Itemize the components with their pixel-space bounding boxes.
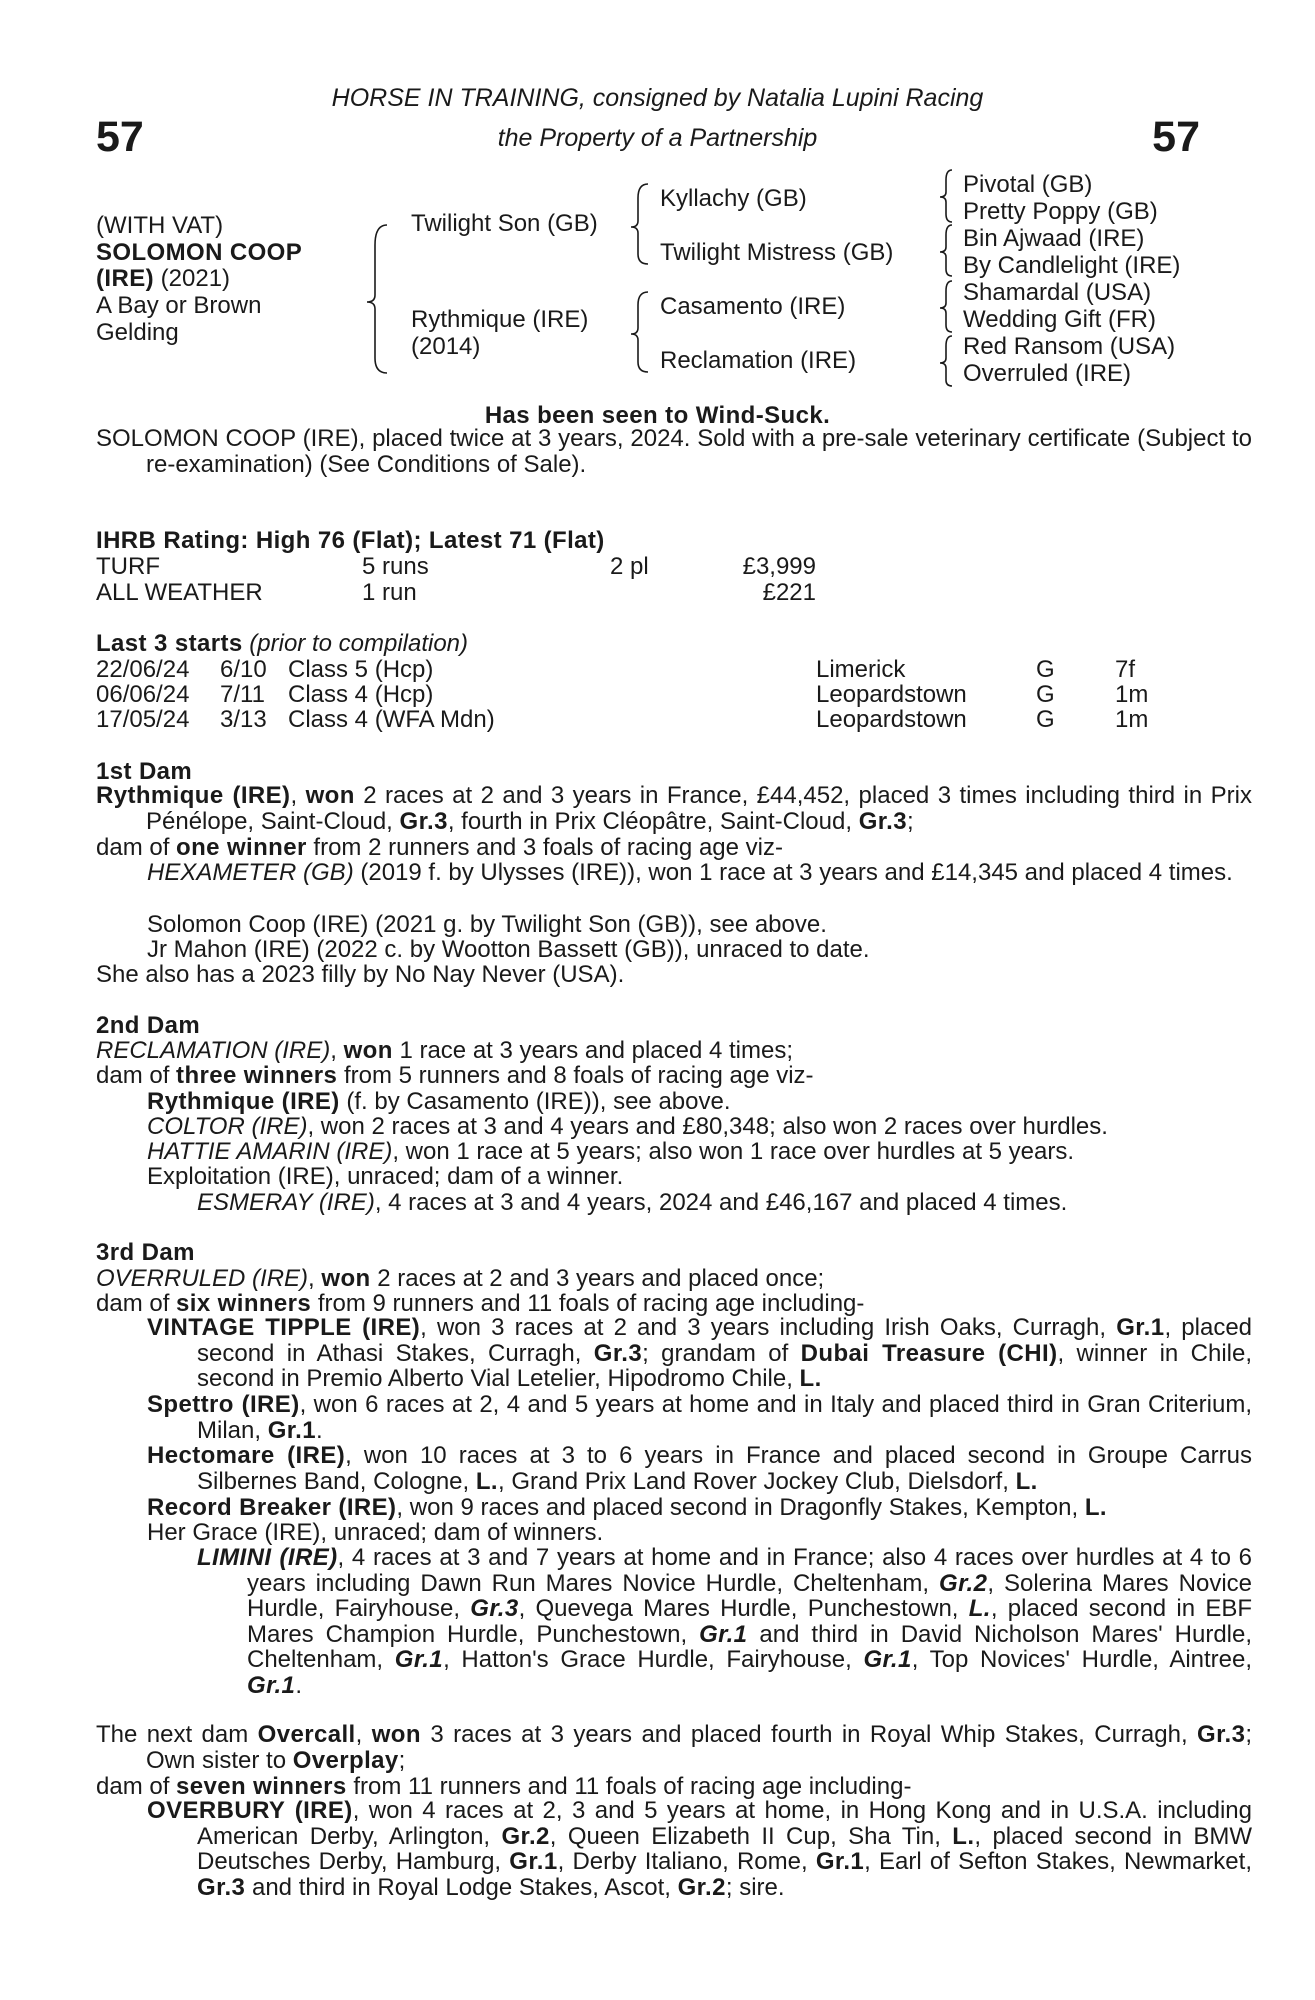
first-dam-produce-item: HEXAMETER (GB) (2019 f. by Ulysses (IRE)), won 1 race at 3 years and £14,345 and placed 4 times. [147,859,1233,886]
pedigree-dam-sire: Casamento (IRE) [660,293,846,320]
second-dam-produce-item: COLTOR (IRE), won 2 races at 3 and 4 years and £80,348; also won 2 races over hurdles. [147,1113,1108,1140]
first-dam-record: Rythmique (IRE), won 2 races at 2 and 3 years in France, £44,452, placed 3 times including third in Prix Pénélope, Saint-Cloud, Gr.3, fourth in Prix Cléopâtre, Saint-Cloud, Gr.3; [96,782,1253,835]
pedigree-gg-4: By Candlelight (IRE) [963,252,1181,279]
third-dam-produce-item: Her Grace (IRE), unraced; dam of winners. [147,1519,604,1546]
third-dam-produce-summary: dam of six winners from 9 runners and 11 foals of racing age including- [96,1290,865,1317]
horse-origin-year: (IRE) (2021) [96,265,231,292]
third-dam-produce-item: Spettro (IRE), won 6 races at 2, 4 and 5 years at home and in Italy and placed third in Gran Criterium, Milan, Gr.1. [147,1391,1252,1444]
record-runs-aw: 1 run [362,579,417,606]
pedigree-gg-5: Shamardal (USA) [963,279,1152,306]
pedigree-gg-1: Pivotal (GB) [963,171,1093,198]
lot-number-left: 57 [96,113,144,161]
start-course: Leopardstown [816,681,967,708]
start-course: Leopardstown [816,706,967,733]
pedigree-dam-year: (2014) [411,333,481,360]
second-dam-record: RECLAMATION (IRE), won 1 race at 3 years and placed 4 times; [96,1037,794,1064]
pedigree-gg-8: Overruled (IRE) [963,360,1132,387]
pedigree-dam: Rythmique (IRE) [411,306,589,333]
next-dam-produce-item: OVERBURY (IRE), won 4 races at 2, 3 and 5 years at home, in Hong Kong and in U.S.A. including American Derby, Arlington, Gr.2, Queen Elizabeth II Cup, Sha Tin, L., placed second in BMW Deutsches Derby, Hamburg, Gr.1, Derby Italiano, Rome, Gr.1, Earl of Sefton Stakes, Newmarket, Gr.3 and third in Royal Lodge Stakes, Ascot, Gr.2; sire. [147,1797,1252,1901]
start-distance: 1m [1115,706,1149,733]
horse-name: SOLOMON COOP [96,239,303,266]
start-distance: 7f [1115,656,1136,683]
start-race: Class 4 (Hcp) [288,681,434,708]
pedigree-dam-dam: Reclamation (IRE) [660,347,857,374]
vat-note: (WITH VAT) [96,212,224,239]
start-going: G [1036,681,1055,708]
horse-summary: SOLOMON COOP (IRE), placed twice at 3 years, 2024. Sold with a pre-sale veterinary certificate (Subject to re-examination) (See Conditions of Sale). [96,425,1252,478]
second-dam-heading: 2nd Dam [96,1012,201,1039]
second-dam-produce-item: Rythmique (IRE) (f. by Casamento (IRE)), see above. [147,1088,731,1115]
windsuck-notice: Has been seen to Wind-Suck. [484,402,831,429]
third-dam-heading: 3rd Dam [96,1239,195,1266]
next-dam-record: The next dam Overcall, won 3 races at 3 years and placed fourth in Royal Whip Stakes, Curragh, Gr.3; Own sister to Overplay; [96,1721,1253,1774]
header-consignor: HORSE IN TRAINING, consigned by Natalia Lupini Racing [331,84,984,112]
start-race: Class 4 (WFA Mdn) [288,706,495,733]
pedigree-sire: Twilight Son (GB) [411,210,598,237]
start-position: 6/10 [220,656,267,683]
third-dam-produce-item: Record Breaker (IRE), won 9 races and placed second in Dragonfly Stakes, Kempton, L. [147,1494,1107,1521]
start-race: Class 5 (Hcp) [288,656,434,683]
record-runs-turf: 5 runs [362,553,429,580]
first-dam-produce-item: Solomon Coop (IRE) (2021 g. by Twilight Son (GB)), see above. [147,911,827,938]
start-date: 22/06/24 [96,656,190,683]
second-dam-produce-summary: dam of three winners from 5 runners and 8 foals of racing age viz- [96,1062,814,1089]
start-date: 17/05/24 [96,706,190,733]
header-property: the Property of a Partnership [497,124,818,152]
record-prize-turf: £3,999 [742,553,816,580]
next-dam-produce-summary: dam of seven winners from 11 runners and 11 foals of racing age including- [96,1773,912,1800]
start-distance: 1m [1115,681,1149,708]
lot-number-right: 57 [1152,113,1200,161]
last-starts-heading: Last 3 starts (prior to compilation) [96,630,469,657]
horse-colour: A Bay or Brown [96,292,262,319]
start-date: 06/06/24 [96,681,190,708]
ihrb-rating: IHRB Rating: High 76 (Flat); Latest 71 (Flat) [96,527,605,554]
third-dam-produce-item: VINTAGE TIPPLE (IRE), won 3 races at 2 and 3 years including Irish Oaks, Curragh, Gr.1, placed second in Athasi Stakes, Curragh, Gr.3; grandam of Dubai Treasure (CHI), winner in Chile, second in Premio Alberto Vial Letelier, Hipodromo Chile, L. [147,1314,1253,1393]
record-prize-aw: £221 [762,579,816,606]
second-dam-grandproduce-item: ESMERAY (IRE), 4 races at 3 and 4 years, 2024 and £46,167 and placed 4 times. [197,1189,1068,1216]
horse-sex: Gelding [96,319,179,346]
start-position: 3/13 [220,706,267,733]
pedigree-sire-dam: Twilight Mistress (GB) [660,239,894,266]
first-dam-heading: 1st Dam [96,758,193,785]
record-surface-turf: TURF [96,553,160,580]
third-dam-grandproduce-item: LIMINI (IRE), 4 races at 3 and 7 years at home and in France; also 4 races over hurdles at 4 to 6 years including Dawn Run Mares Novice Hurdle, Cheltenham, Gr.2, Solerina Mares Novice Hurdle, Fairyhouse, Gr.3, Quevega Mares Hurdle, Punchestown, L., placed second in EBF Mares Champion Hurdle, Punchestown, Gr.1 and third in David Nicholson Mares' Hurdle, Cheltenham, Gr.1, Hatton's Grace Hurdle, Fairyhouse, Gr.1, Top Novices' Hurdle, Aintree, Gr.1. [197,1544,1253,1699]
pedigree-gg-7: Red Ransom (USA) [963,333,1176,360]
pedigree-sire-sire: Kyllachy (GB) [660,185,807,212]
first-dam-note: She also has a 2023 filly by No Nay Never (USA). [96,961,625,988]
start-going: G [1036,656,1055,683]
record-placed-turf: 2 pl [610,553,649,580]
record-surface-aw: ALL WEATHER [96,579,263,606]
first-dam-produce-summary: dam of one winner from 2 runners and 3 foals of racing age viz- [96,834,783,861]
second-dam-produce-item: Exploitation (IRE), unraced; dam of a winner. [147,1163,624,1190]
start-position: 7/11 [220,681,265,708]
pedigree-gg-2: Pretty Poppy (GB) [963,198,1158,225]
start-course: Limerick [816,656,906,683]
third-dam-record: OVERRULED (IRE), won 2 races at 2 and 3 years and placed once; [96,1265,825,1292]
first-dam-produce-item: Jr Mahon (IRE) (2022 c. by Wootton Bassett (GB)), unraced to date. [147,936,870,963]
pedigree-gg-3: Bin Ajwaad (IRE) [963,225,1145,252]
third-dam-produce-item: Hectomare (IRE), won 10 races at 3 to 6 years in France and placed second in Groupe Carrus Silbernes Band, Cologne, L., Grand Prix Land Rover Jockey Club, Dielsdorf, L. [147,1442,1253,1495]
second-dam-produce-item: HATTIE AMARIN (IRE), won 1 race at 5 years; also won 1 race over hurdles at 5 years. [147,1138,1075,1165]
start-going: G [1036,706,1055,733]
pedigree-gg-6: Wedding Gift (FR) [963,306,1156,333]
